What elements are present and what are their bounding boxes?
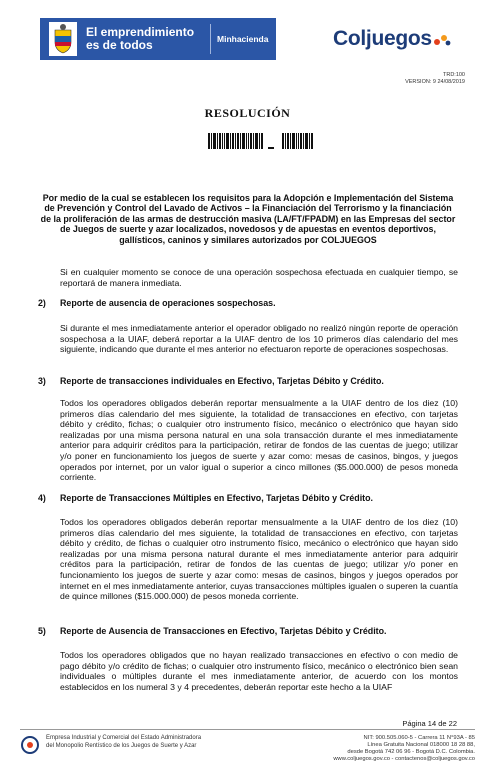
banner-divider <box>210 24 211 54</box>
barcode-icon <box>208 129 314 149</box>
ministry-label: Minhacienda <box>217 34 269 44</box>
section-title: Reporte de Ausencia de Transacciones en Efectivo, Tarjetas Débito y Crédito. <box>60 626 387 636</box>
government-banner <box>40 18 276 60</box>
section-body: Todos los operadores obligados deberán reportar mensualmente a la UIAF dentro de los diez (10) primeros días calendario del mes siguiente, la totalidad de transacciones en efectivo, con tarjetas débito y crédito, de fichas o cualquier otro instrumento físico, mecánico o electrónico que hayan sido realizadas por una misma persona natural durante el mes inmediatamente anterior para adquirir créditos para la participación, retirar de fondos de las cuentas de juego; utilizar y/o poner en funcionamiento los juegos de suerte y azar como: mesas de casinos, bingos y juegos operados por internet en el mes inmediatamente anterior, cuyas transacciones múltiples igualen o superen la cuantía de quince millones ($15.000.000) de pesos moneda corriente. <box>60 517 458 602</box>
document-title: RESOLUCIÓN <box>204 106 291 120</box>
logo-text-tail: egos <box>384 27 432 50</box>
section-body: Todos los operadores obligados que no hayan realizado transacciones en efectivo o con medio de pago débito y/o crédito de fichas; o cualquier otro instrumento físico, mecánico o electrónico bien sean individuales o múltiples durante el mes inmediatamente anterior, de acuerdo con los montos establecidos en los numeral 3 y 4 precedentes, deberán reportar este hecho a la UIAF <box>60 650 458 692</box>
slogan-line-2: es de todos <box>86 38 153 52</box>
footer-phone: Línea Gratuita Nacional 018000 18 28 88, <box>367 742 475 748</box>
section-body: Todos los operadores obligados deberán reportar mensualmente a la UIAF dentro de los diez (10) primeros días calendario del mes siguiente, la totalidad de transacciones en efectivo, con tarjetas débito y crédito, fichas; o cualquier otro instrumento físico, mecánico o electrónico que hayan sido realizadas por una misma persona natural en una sola transacción durante el mes inmediatamente anterior para adquirir créditos para la participación, retirar de fondos de las cuentas de juego; utilizar y/o poner en funcionamiento los juegos de suerte y azar como: mesas de casinos, bingos, y juegos operados por internet, por un valor igual o superior a cinco millones ($5.000.000) de pesos moneda corriente. <box>60 398 458 483</box>
section-number: 3) <box>38 376 46 386</box>
section-heading <box>38 298 276 308</box>
trd-code: TRD:100 <box>442 72 465 78</box>
section-title: Reporte de Transacciones Múltiples en Efectivo, Tarjetas Débito y Crédito. <box>60 493 374 503</box>
section-number: 2) <box>38 298 46 308</box>
slogan-line-1: El emprendimiento <box>86 25 195 39</box>
section-body: Si durante el mes inmediatamente anterior el operador obligado no realizó ningún reporte de operación sospechosa a la UIAF, deberá reportar a la UIAF dentro de los 10 primeros días calendario del mes siguiente, indicando que durante el mes anterior no efectuaron reporte de operaciones sospechosas. <box>60 323 458 355</box>
coljuegos-logo <box>333 24 463 54</box>
intro-paragraph: Si en cualquier momento se conoce de una operación sospechosa efectuada en cualquier tiempo, se reportará de manera inmediata. <box>60 267 458 288</box>
version-code: VERSION: 9 24/08/2019 <box>405 79 465 85</box>
footer-contact <box>333 735 475 763</box>
section-number: 4) <box>38 493 46 503</box>
footer-divider <box>20 729 475 730</box>
resolution-subject: Por medio de la cual se establecen los requisitos para la Adopción e Implementación del Sistema de Prevención y Control del Lavado de Activos – la Financiación del Terrorismo y la financiación de la proliferación de las armas de destrucción masiva (LA/FT/FPADM) en las Empresas del sector de Juegos de suerte y azar localizados, novedosos y de apuestas en eventos deportivos, gallísticos, caninos y similares autorizados por COLJUEGOS <box>40 193 456 245</box>
section-heading <box>38 626 387 636</box>
footer-left-line-2: del Monopolio Rentístico de los Juegos de Suerte y Azar <box>46 742 197 749</box>
page-number: Página 14 de 22 <box>402 719 457 728</box>
section-title: Reporte de transacciones individuales en Efectivo, Tarjetas Débito y Crédito. <box>60 376 384 386</box>
logo-text-main: Colju <box>333 27 384 50</box>
footer-address: desde Bogotá 742 06 96 - Bogotá D.C. Colombia. <box>347 749 475 755</box>
section-number: 5) <box>38 626 46 636</box>
document-code <box>405 72 465 86</box>
section-heading <box>38 376 384 386</box>
footer-nit: NIT: 900.505.060-5 - Carrera 11 N°93A - 85 <box>363 735 475 741</box>
coat-of-arms-icon <box>46 20 80 58</box>
section-heading <box>38 493 373 503</box>
footer-web-link[interactable]: www.coljuegos.gov.co - contactenos@coljuegos.gov.co <box>333 756 475 762</box>
slogan <box>86 26 204 52</box>
footer-left <box>20 735 201 755</box>
logo-dots-icon <box>433 32 451 46</box>
footer-left-line-1: Empresa Industrial y Comercial del Estado Administradora <box>46 735 202 741</box>
section-title: Reporte de ausencia de operaciones sospechosas. <box>60 298 276 308</box>
footer-logo-icon <box>20 735 40 755</box>
